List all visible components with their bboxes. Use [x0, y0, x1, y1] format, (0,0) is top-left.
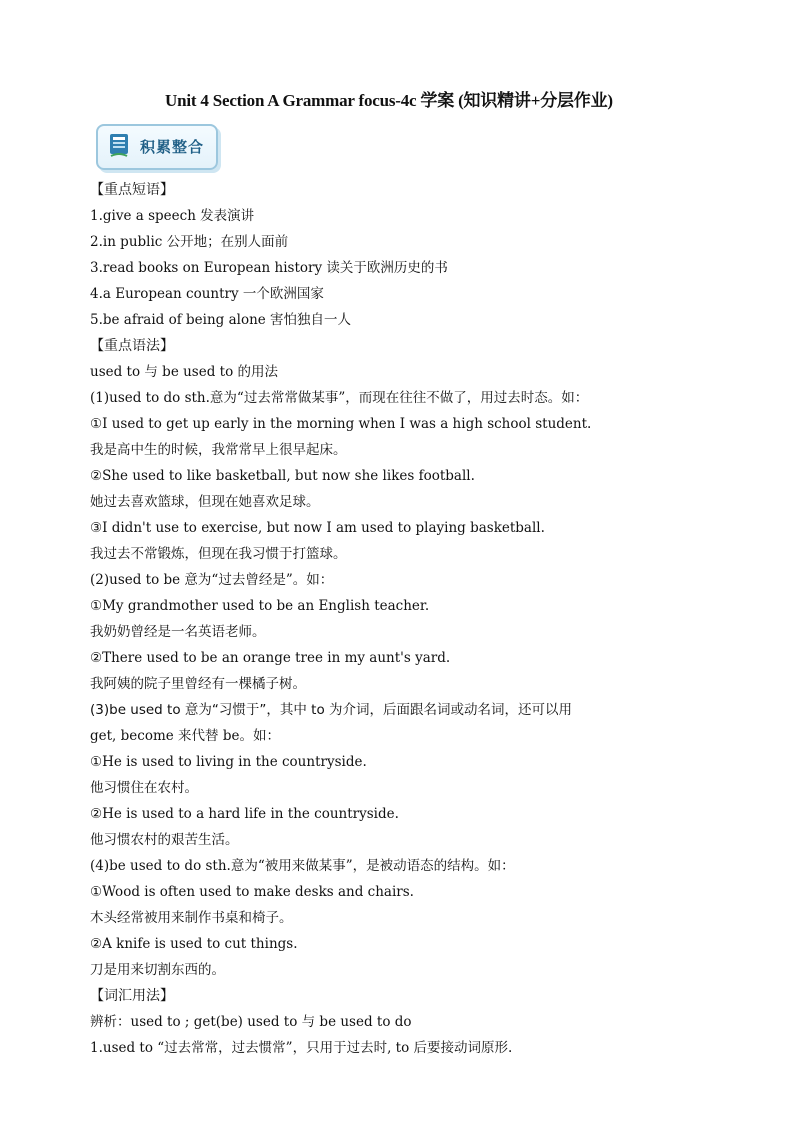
text-line: 5.be afraid of being alone 害怕独自一人 — [90, 312, 352, 328]
text-line: 1.used to “过去常常，过去惯常”，只用于过去时, to 后要接动词原形. — [90, 1040, 513, 1056]
badge-label: 积累整合 — [140, 138, 205, 156]
text-line: 我过去不常锻炼，但现在我习惯于打篮球。 — [90, 546, 347, 562]
text-line: 我奶奶曾经是一名英语老师。 — [90, 624, 266, 640]
text-line: ②He is used to a hard life in the countryside. — [90, 806, 399, 822]
text-line: ①He is used to living in the countryside. — [90, 754, 367, 770]
section-heading: 【重点语法】 — [90, 338, 174, 354]
text-line: ②There used to be an orange tree in my aunt's yard. — [90, 650, 451, 666]
text-line: ②She used to like basketball, but now she likes football. — [90, 468, 475, 484]
text-line: 辨析：used to ; get(be) used to 与 be used to do — [90, 1014, 412, 1030]
page-title: Unit 4 Section A Grammar focus-4c 学案 (知识精讲+分层作业) — [165, 91, 613, 110]
text-line: ①Wood is often used to make desks and chairs. — [90, 884, 414, 900]
section-heading: 【重点短语】 — [90, 182, 174, 198]
text-line: 他习惯农村的艰苦生活。 — [90, 832, 239, 848]
text-line: 他习惯住在农村。 — [90, 780, 198, 796]
text-line: 木头经常被用来制作书桌和椅子。 — [90, 910, 293, 926]
text-line: (3)be used to 意为“习惯于”，其中 to 为介词，后面跟名词或动名词，还可以用 — [90, 702, 573, 718]
text-line: (2)used to be 意为“过去曾经是”。如： — [90, 572, 334, 588]
text-line: 她过去喜欢篮球，但现在她喜欢足球。 — [90, 494, 320, 510]
text-line: 1.give a speech 发表演讲 — [90, 208, 255, 224]
book-icon — [108, 132, 130, 158]
text-line: 3.read books on European history 读关于欧洲历史的书 — [90, 260, 448, 276]
text-line: (4)be used to do sth.意为“被用来做某事”，是被动语态的结构。如： — [90, 858, 515, 874]
text-line: 2.in public 公开地；在别人面前 — [90, 234, 289, 250]
text-line: 刀是用来切割东西的。 — [90, 962, 225, 978]
text-line: get, become 来代替 be。如： — [90, 728, 280, 744]
section-badge — [96, 120, 218, 172]
content-lines — [90, 177, 710, 1061]
text-line: 我阿姨的院子里曾经有一棵橘子树。 — [90, 676, 306, 692]
text-line: ②A knife is used to cut things. — [90, 936, 298, 952]
text-line: (1)used to do sth.意为“过去常常做某事”，而现在往往不做了，用过去时态。如： — [90, 390, 589, 406]
text-line: ③I didn't use to exercise, but now I am used to playing basketball. — [90, 520, 545, 536]
section-heading: 【词汇用法】 — [90, 988, 174, 1004]
text-line: 我是高中生的时候，我常常早上很早起床。 — [90, 442, 347, 458]
text-line: used to 与 be used to 的用法 — [90, 364, 278, 380]
text-line: 4.a European country 一个欧洲国家 — [90, 286, 324, 302]
text-line: ①I used to get up early in the morning when I was a high school student. — [90, 416, 592, 432]
text-line: ①My grandmother used to be an English teacher. — [90, 598, 430, 614]
